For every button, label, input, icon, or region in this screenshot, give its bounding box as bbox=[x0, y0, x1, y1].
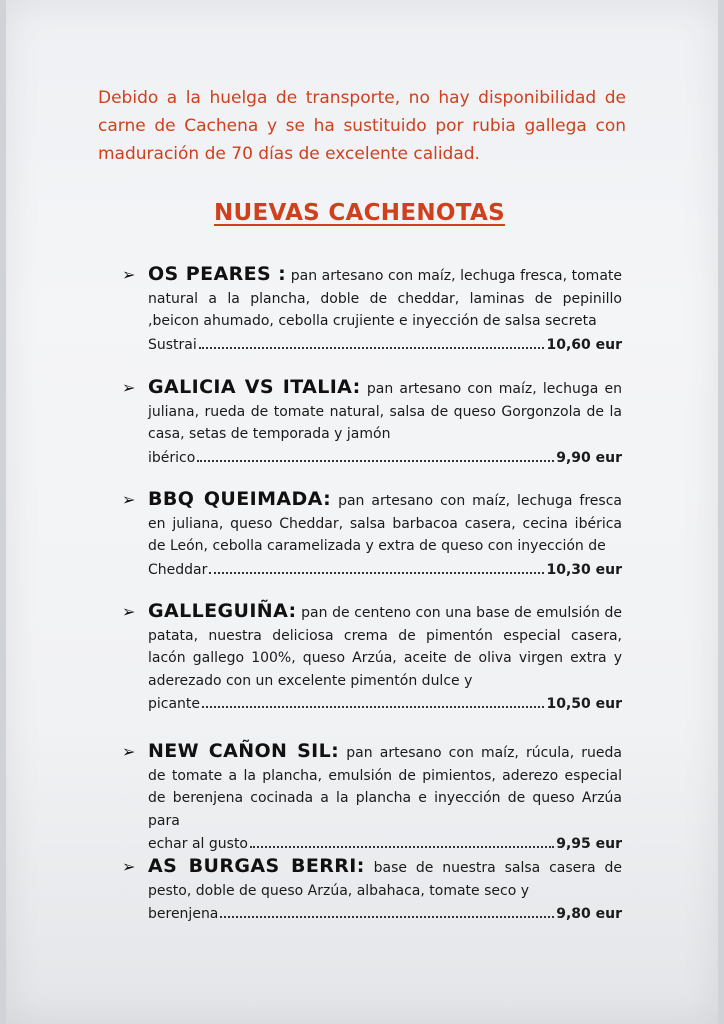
item-price: 10,50 eur bbox=[546, 696, 622, 712]
menu-sheet bbox=[6, 0, 718, 1024]
dot-leader bbox=[209, 558, 544, 574]
arrow-bullet-icon: ➢ bbox=[122, 378, 136, 397]
transport-strike-notice: Debido a la huelga de transporte, no hay disponibilidad de carne de Cachena y se ha sustituido por rubia gallega con maduración de 70 días de excelente calidad. bbox=[98, 88, 626, 164]
item-price: 10,30 eur bbox=[546, 561, 622, 578]
item-name: OS PEARES : bbox=[148, 263, 287, 285]
menu-item-galicia-vs-italia bbox=[122, 376, 622, 469]
dot-leader bbox=[220, 902, 554, 918]
menu-item-as-burgas-berri bbox=[122, 855, 622, 926]
item-description-end: echar al gusto bbox=[148, 836, 248, 852]
dot-leader bbox=[202, 692, 544, 708]
item-description: pan artesano con maíz, rúcula, rueda de tomate a la plancha, emulsión de pimientos, aderezo especial de berenjena cocinada a la plancha e inyección de queso Arzúa para bbox=[148, 745, 623, 829]
item-description-end: berenjena bbox=[148, 906, 219, 922]
menu-item-new-canon-sil bbox=[122, 740, 622, 856]
item-name: AS BURGAS BERRI: bbox=[148, 855, 365, 877]
item-price: 9,95 eur bbox=[556, 836, 622, 852]
arrow-bullet-icon: ➢ bbox=[122, 265, 136, 284]
item-description: pan de centeno con una base de emulsión de patata, nuestra deliciosa crema de pimentón especial casera, lacón gallego 100%, queso Arzúa, aceite de oliva virgen extra y aderezado con un excelente pimentón dulce y bbox=[148, 605, 622, 689]
item-name: GALICIA VS ITALIA: bbox=[148, 376, 361, 398]
arrow-bullet-icon: ➢ bbox=[122, 602, 136, 621]
dot-leader bbox=[250, 832, 554, 848]
item-price: 9,90 eur bbox=[556, 449, 622, 466]
item-description-end: Cheddar bbox=[148, 561, 208, 578]
arrow-bullet-icon: ➢ bbox=[122, 490, 136, 509]
arrow-bullet-icon: ➢ bbox=[122, 857, 136, 876]
item-name: NEW CAÑON SIL: bbox=[148, 740, 340, 762]
menu-item-bbq-queimada bbox=[122, 488, 622, 581]
item-description: pan artesano con maíz, lechuga fresca en juliana, queso Cheddar, salsa barbacoa casera, cecina ibérica de León, cebolla caramelizada y extra de queso con inyección de bbox=[148, 493, 622, 554]
item-description: base de nuestra salsa casera de pesto, doble de queso Arzúa, albahaca, tomate seco y bbox=[148, 860, 622, 899]
menu-item-galleguina bbox=[122, 600, 622, 716]
item-description-end: picante bbox=[148, 696, 201, 712]
item-price: 9,80 eur bbox=[556, 906, 622, 922]
item-description: pan artesano con maíz, lechuga fresca, tomate natural a la plancha, doble de cheddar, laminas de pepinillo ,beicon ahumado, cebolla crujiente e inyección de salsa secreta bbox=[148, 268, 623, 329]
item-price: 10,60 eur bbox=[546, 336, 622, 353]
item-name: BBQ QUEIMADA: bbox=[148, 488, 332, 510]
item-description-end: ibérico bbox=[148, 449, 196, 466]
item-description-end: Sustrai bbox=[148, 336, 197, 353]
dot-leader bbox=[199, 333, 545, 349]
item-name: GALLEGUIÑA: bbox=[148, 600, 297, 622]
dot-leader bbox=[197, 446, 554, 462]
section-title: NUEVAS CACHENOTAS bbox=[214, 200, 505, 226]
menu-item-os-peares bbox=[122, 263, 622, 356]
arrow-bullet-icon: ➢ bbox=[122, 742, 136, 761]
item-description: pan artesano con maíz, lechuga en juliana, rueda de tomate natural, salsa de queso Gorgonzola de la casa, setas de temporada y jamón bbox=[148, 381, 623, 442]
